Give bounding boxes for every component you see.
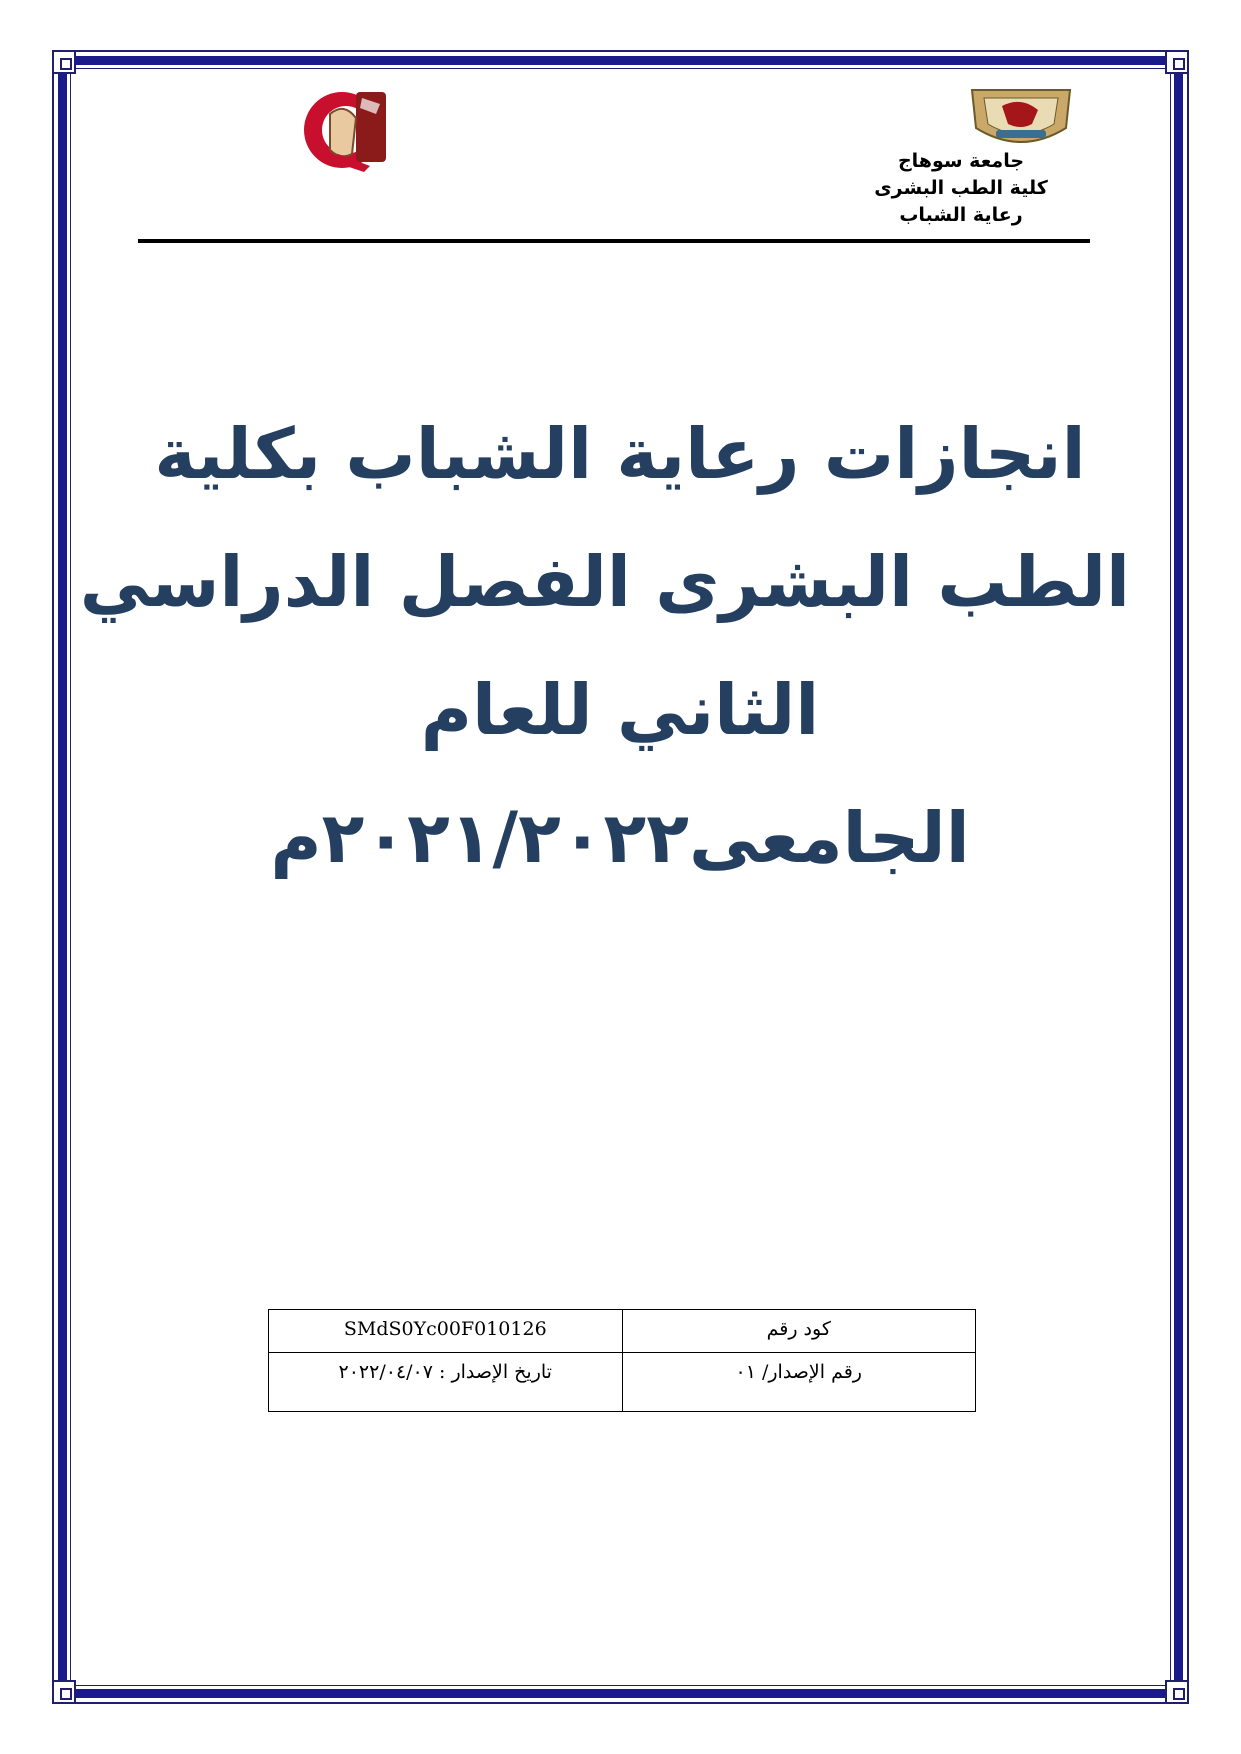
border-corner-top-left xyxy=(52,50,76,74)
document-info-table xyxy=(268,1309,976,1412)
table-row xyxy=(269,1310,976,1353)
faculty-name: كلية الطب البشرى xyxy=(874,177,1048,199)
code-label-cell: كود رقم xyxy=(622,1310,976,1353)
border-corner-bottom-right xyxy=(1165,1680,1189,1704)
border-corner-top-right xyxy=(1165,50,1189,74)
header-block xyxy=(841,148,1081,229)
title-line-4: الجامعى٢٠٢١/٢٠٢٢م xyxy=(270,797,970,879)
border-corner-bottom-left xyxy=(52,1680,76,1704)
title-line-3: الثاني للعام xyxy=(420,669,820,751)
document-title xyxy=(79,390,1130,902)
code-value-cell: SMdS0Yc00F010126 xyxy=(269,1310,623,1353)
department-name: رعاية الشباب xyxy=(899,204,1023,226)
table-row xyxy=(269,1353,976,1412)
issue-date-cell: تاريخ الإصدار : ٢٠٢٢/٠٤/٠٧ xyxy=(269,1353,623,1412)
faculty-logo-icon xyxy=(300,84,392,176)
title-line-1: انجازات رعاية الشباب بكلية xyxy=(154,413,1086,495)
issue-number-cell: رقم الإصدار/ ٠١ xyxy=(622,1353,976,1412)
university-name: جامعة سوهاج xyxy=(897,150,1025,172)
university-logo-icon xyxy=(966,84,1076,152)
title-line-2: الطب البشرى الفصل الدراسي xyxy=(79,541,1130,623)
header-divider xyxy=(138,239,1090,243)
